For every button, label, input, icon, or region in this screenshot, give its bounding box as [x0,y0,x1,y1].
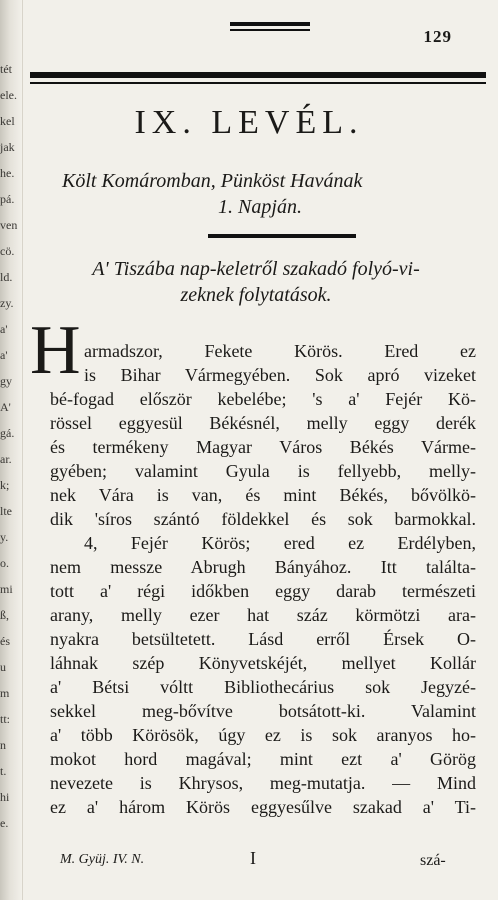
header-rule-thin [30,82,486,84]
chapter-title: IX. LEVÉL. [134,104,364,141]
body-line: nek Vára is van, és mint Békés, bővölkö- [50,485,476,505]
body-line: a' Bétsi vóltt Bibliothecárius sok Jegyzé- [50,677,476,697]
gutter-fragment: mi [0,582,13,596]
gutter-fragment: ß, [0,608,9,622]
catchword: szá- [420,852,446,869]
body-line: sekkel meg-bővítve botsátott-ki. Valamint [50,701,476,721]
gutter-fragment: és [0,634,10,648]
gutter-fragment: jak [0,140,15,154]
gutter-fragment: a' [0,322,8,336]
body-line: nyakra betsültetett. Lásd erről Érsek O- [50,629,476,649]
gutter-fragment: lte [0,504,12,518]
gutter-fragment: cö. [0,244,15,258]
body-line: ez a' három Körös eggyesűlve szakad a' Ti- [50,797,476,817]
drop-cap: H [30,312,81,389]
gutter-fragment: u [0,660,6,674]
body-line: nevezete is Khrysos, meg-mutatja. — Mind [50,773,476,793]
body-line: tott a' régi időkben eggy darab természeti [50,581,476,601]
body-line: dik 'síros szántó földekkel és sok barmokkal. [50,509,476,529]
gutter-fragment: ven [0,218,18,232]
body-line: gyében; valamint Gyula is fellyebb, melly- [50,461,476,481]
gutter-fragment: m [0,686,10,700]
gutter-fragment: n [0,738,6,752]
gutter-fragment: tt: [0,712,11,726]
body-line: 4, Fejér Körös; ered ez Erdélyben, [84,533,476,553]
gutter-fragment: o. [0,556,9,570]
gutter-fragment: pá. [0,192,15,206]
gathering-mark: I [250,848,256,868]
body-line: is Bihar Vármegyében. Sok apró vizeket [84,365,476,385]
dateline-line-2: 1. Napján. [218,196,302,218]
section-heading-line-2: zeknek folytatások. [180,284,332,306]
body-line: a' több Körösök, úgy ez is sok aranyos ho- [50,725,476,745]
gutter-fragment: A' [0,400,11,414]
body-line: bé-fogad először kebelébe; 's a' Fejér Kö- [50,389,476,409]
top-ornament-rule-thin [230,29,310,31]
body-line: rössel eggyesül Békésnél, melly eggy derék [50,413,476,433]
gutter-fragment: gá. [0,426,15,440]
gutter-fragment: he. [0,166,15,180]
section-divider-rule [208,234,356,238]
header-rule-thick [30,72,486,78]
signature-mark: M. Gyüj. IV. N. [60,852,145,867]
page-number: 129 [423,27,452,46]
gutter-fragment: k; [0,478,10,492]
gutter-fragment: ld. [0,270,13,284]
gutter-fragment: y. [0,530,9,544]
body-line: láhnak szép Könyvetskéjét, mellyet Kollár [50,653,476,673]
gutter-fragment: zy. [0,296,14,310]
gutter-fragment: t. [0,764,7,778]
body-line: és termékeny Magyar Város Békés Várme- [50,437,476,457]
gutter-fragment: ar. [0,452,12,466]
gutter-fragment: a' [0,348,8,362]
body-line: arany, melly ezer hat száz körmötzi ara- [50,605,476,625]
section-heading-line-1: A' Tiszába nap-keletről szakadó folyó-vi- [92,258,420,280]
top-ornament-rule [230,22,310,26]
gutter-fragment: hi [0,790,10,804]
body-line: nem messze Abrugh Bányához. Itt találta- [50,557,476,577]
dateline-line-1: Költ Komáromban, Pünköst Havának [62,170,363,192]
gutter-fragment: e. [0,816,9,830]
gutter-fragment: ele. [0,88,17,102]
gutter-fragment: gy [0,374,12,388]
body-line: mokot hord magával; mint ezt a' Görög [50,749,476,769]
body-line: armadszor, Fekete Körös. Ered ez [84,341,476,361]
gutter-fragment: kel [0,114,15,128]
gutter-fragment: tét [0,62,12,76]
